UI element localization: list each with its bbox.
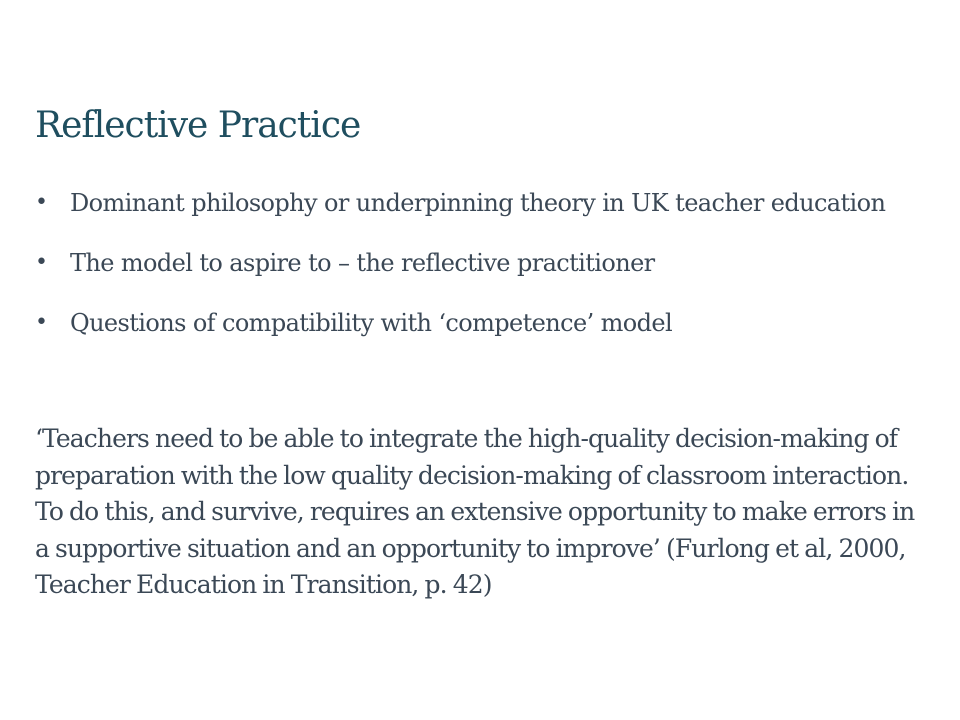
bullet-marker: • — [35, 310, 48, 335]
bullet-item — [35, 306, 915, 340]
bullet-text: Dominant philosophy or underpinning theory in UK teacher education — [70, 189, 886, 217]
bullet-list — [35, 186, 915, 366]
bullet-text: The model to aspire to – the reflective practitioner — [70, 249, 655, 277]
bullet-item — [35, 186, 915, 220]
slide-title: Reflective Practice — [35, 105, 361, 146]
quote-paragraph: ‘Teachers need to be able to integrate the high-quality decision-making of preparation with the low quality decision-making of classroom interaction. To do this, and survive, requires an extensive opportunity to make errors in a supportive situation and an opportunity to improve’ (Furlong et al, 2000, Teacher Education in Transition, p. 42) — [35, 424, 915, 599]
bullet-item — [35, 246, 915, 280]
bullet-marker: • — [35, 190, 48, 215]
bullet-text: Questions of compatibility with ‘competence’ model — [70, 309, 673, 337]
bullet-marker: • — [35, 250, 48, 275]
